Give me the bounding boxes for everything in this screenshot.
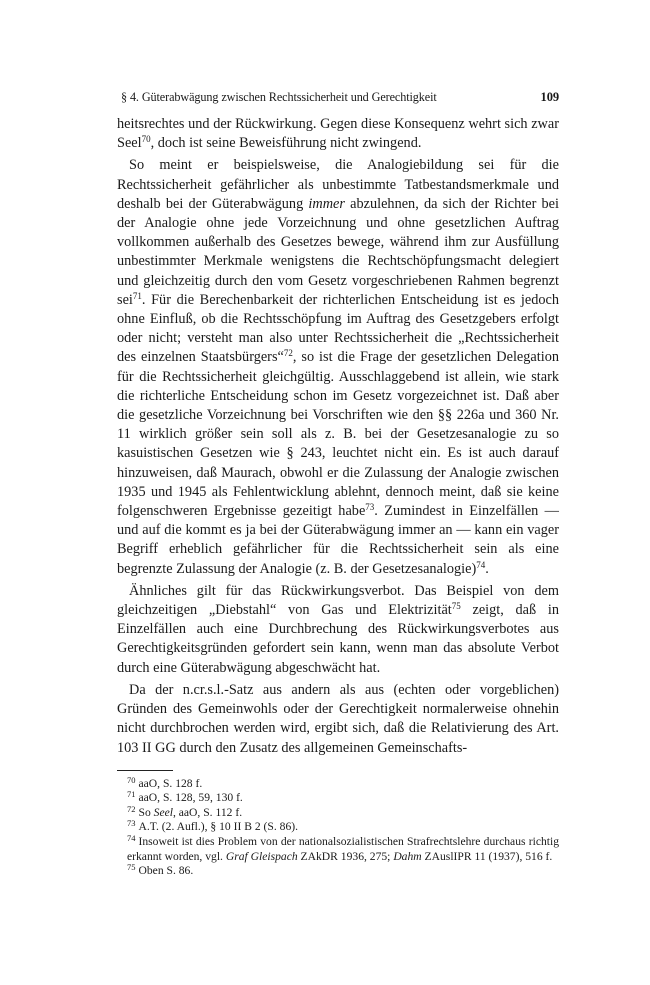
footnote-71: $^{71}$ aaO, S. 128, 59, 130 f. (127, 789, 243, 805)
footnote-73: $^{73}$ A.T. (2. Aufl.), § 10 II B 2 (S. 86). (127, 818, 299, 834)
footnote-ref[interactable]: 70 (141, 134, 151, 145)
book-page (117, 90, 559, 879)
paragraph-4: Da der n.cr.s.l.-Satz aus andern als aus (echten oder vorgeblichen) Gründen des Gemeinwohls oder der Gerechtigkeit normalerweise ohnehin nicht durchbrochen werden wird, ergibt sich, daß die Relativierung des Art. 103 II GG durch den Zusatz des allgemeinen Gemeinschafts- (117, 681, 559, 756)
running-header (117, 90, 559, 105)
main-text (117, 115, 559, 758)
paragraph-1: heitsrechtes und der Rückwirkung. Gegen diese Konsequenz wehrt sich zwar Seel$^{70}$, doch ist seine Beweisführung nicht zwingend. (117, 116, 559, 152)
footnotes (117, 774, 559, 879)
footnote-74: $^{74}$ Insoweit ist dies Problem von der nationalsozialistischen Strafrechtslehre durchaus richtig erkannt worden, vgl. Graf Gleispach ZAkDR 1936, 275; Dahm ZAuslIPR 11 (1937), 516 f. (127, 833, 559, 863)
footnote-70: $^{70}$ aaO, S. 128 f. (127, 774, 203, 790)
footnote-72: $^{72}$ So Seel, aaO, S. 112 f. (127, 803, 243, 819)
footnote-ref[interactable]: 74 (476, 559, 486, 570)
footnote-ref[interactable]: 71 (132, 290, 142, 301)
footnote-ref[interactable]: 73 (365, 502, 375, 513)
footnote-75: $^{75}$ Oben S. 86. (127, 862, 194, 878)
footnote-divider (117, 770, 173, 771)
footnote-ref[interactable]: 72 (283, 348, 293, 359)
running-title: § 4. Güterabwägung zwischen Rechtssicherheit und Gerechtigkeit (121, 90, 437, 104)
paragraph-3: Ähnliches gilt für das Rückwirkungsverbot. Das Beispiel von dem gleichzeitigen „Diebstahl“ von Gas und Elektrizität$^{75}$ zeigt, daß in Einzelfällen auch eine Durchbrechung des Rückwirkungsverbotes aus Gerechtigkeitsgründen gefordert sein kann, wenn man das absolute Verbot durch eine Güterabwägung abgeschwächt hat. (117, 582, 559, 676)
page-number: 109 (540, 90, 559, 104)
footnote-ref[interactable]: 75 (451, 601, 461, 612)
paragraph-2: So meint er beispielsweise, die Analogiebildung sei für die Rechtssicherheit gefährlicher als unbestimmte Tatbestandsmerkmale und deshalb bei der Güterabwägung immer abzulehnen, da sich der Richter bei der Analogie ohne jede Vorzeichnung und ohne gesetzlichen Auftrag vollkommen außerhalb des Gesetzes bewege, während ihm zur Ausfüllung unbestimmter Merkmale wenigstens die Rechtschöpfungsmacht delegiert und gleichzeitig durch den vom Gesetz vorgeschriebenen Rahmen begrenzt sei$^{71}$. Für die Berechenbarkeit der richterlichen Entscheidung ist es jedoch ohne Einfluß, ob die Rechtsschöpfung im Auftrag des Gesetzgebers erfolgt oder nicht; versteht man also unter Rechtssicherheit die „Rechtssicherheit des einzelnen Staatsbürgers“$^{72}$, so ist die Frage der gesetzlichen Delegation für die Rechtssicherheit gleichgültig. Ausschlaggebend ist allein, wie stark die richterliche Entscheidung schon im Gesetz vorgezeichnet ist. Daß aber die gesetzliche Vorzeichnung bei Vorschriften wie den §§ 226a und 360 Nr. 11 wirklich größer sein soll als z. B. bei der Gesetzesanalogie zu so kasuistischen Gesetzen wie § 243, leuchtet nicht ein. Es ist auch darauf hinzuweisen, daß Maurach, obwohl er die Zulassung der Analogie zwischen 1935 und 1945 als Fehlentwicklung ablehnt, dennoch meint, daß sie keine folgenschweren Ergebnisse gezeitigt habe$^{73}$. Zumindest in Einzelfällen — und auf die kommt es ja bei der Güterabwägung immer an — kann ein vager Begriff erheblich gefährlicher für die Rechtssicherheit sein als eine begrenzte Zulassung der Analogie (z. B. der Gesetzesanalogie)$^{74}$. (117, 157, 559, 577)
